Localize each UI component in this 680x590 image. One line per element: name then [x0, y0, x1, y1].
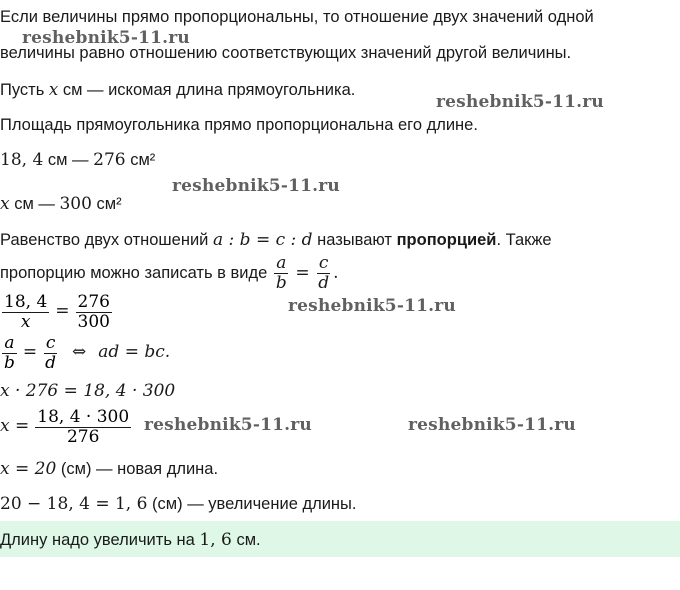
eq1-rhs [76, 293, 112, 332]
eq1-rhs-num: 276 [77, 292, 110, 312]
eq3-lhs: x = [0, 416, 30, 437]
rule-frac-1-den: b [4, 353, 15, 373]
proportion-rule [0, 334, 170, 373]
watermark: reshebnik5-11.ru [172, 176, 340, 196]
proportion-text-1: Равенство двух отношений [0, 231, 209, 249]
rule-frac-1-num: a [4, 333, 15, 353]
proportion-term: пропорцией [396, 231, 497, 249]
answer-value: 1, 6 [199, 530, 232, 550]
eq4-math: x = 20 [0, 459, 57, 479]
eq5-math: 20 − 18, 4 = 1, 6 [0, 494, 148, 514]
fraction-c-d-den: d [318, 273, 330, 293]
rule-arrow: ⇔ [72, 342, 87, 363]
watermark: reshebnik5-11.ru [144, 415, 312, 435]
rule-eq: = [22, 342, 38, 363]
equation-5 [0, 494, 356, 514]
data2-a-unit: см — [14, 195, 55, 213]
watermark: reshebnik5-11.ru [22, 28, 190, 48]
eq1-lhs-den: x [20, 312, 31, 332]
data2-b-unit: см² [96, 195, 122, 213]
eq1-rhs-den: 300 [77, 312, 110, 332]
data1-b-unit: см² [130, 151, 156, 169]
fraction-c-d-num: c [318, 253, 329, 273]
let-line [0, 80, 355, 100]
proportion-formula: a : b = c : d [212, 230, 313, 250]
proportion-text-4: пропорцию можно записать в виде [0, 263, 268, 282]
proportion-text-2: называют [317, 231, 392, 249]
eq1-eq: = [55, 301, 70, 322]
fraction-a-b-num: a [276, 253, 287, 273]
rule-frac-2-num: c [45, 333, 56, 353]
let-prefix: Пусть [0, 81, 45, 99]
rule-result: ad = bc. [98, 342, 171, 363]
equation-3 [0, 408, 133, 447]
eq3-frac [35, 408, 131, 447]
eq4-text: (см) — новая длина. [60, 460, 219, 478]
equation-2: x · 276 = 18, 4 · 300 [0, 381, 176, 401]
data2-b: 300 [59, 194, 92, 214]
proportion-def-line-1 [0, 230, 552, 250]
equation-1 [0, 293, 114, 332]
proportion-text-3: . Также [496, 231, 552, 249]
answer-line [0, 530, 261, 550]
equation-4 [0, 459, 218, 479]
data1-b: 276 [93, 150, 126, 170]
data-row-1 [0, 150, 155, 170]
fraction-c-d [316, 254, 331, 293]
proportion-end: . [333, 262, 339, 283]
data1-a: 18, 4 [0, 150, 44, 170]
eq3-den: 276 [66, 427, 100, 447]
watermark: reshebnik5-11.ru [436, 92, 604, 112]
rule-frac-1 [2, 334, 17, 373]
eq1-lhs-num: 18, 4 [4, 292, 48, 312]
let-suffix: см — искомая длина прямоугольника. [62, 81, 356, 99]
eq1-lhs [2, 293, 49, 332]
data1-a-unit: см — [47, 151, 89, 169]
eq3-num: 18, 4 · 300 [37, 407, 130, 427]
watermark: reshebnik5-11.ru [408, 415, 576, 435]
fraction-a-b [274, 254, 289, 293]
proportion-eq: = [295, 262, 310, 283]
let-var: x [48, 80, 59, 99]
answer-text: Длину надо увеличить на [0, 531, 195, 549]
data2-a: x [0, 194, 10, 214]
eq5-text: (см) — увеличение длины. [152, 495, 357, 513]
rule-frac-2 [43, 334, 58, 373]
statement-line: Площадь прямоугольника прямо пропорциональна его длине. [0, 116, 478, 134]
proportion-def-line-2 [0, 254, 339, 293]
intro-line-2: величины равно отношению соответствующих значений другой величины. [0, 44, 572, 62]
fraction-a-b-den: b [275, 273, 287, 293]
data-row-2 [0, 194, 122, 214]
rule-frac-2-den: d [45, 353, 57, 373]
intro-line-1: Если величины прямо пропорциональны, то отношение двух значений одной [0, 8, 594, 26]
watermark: reshebnik5-11.ru [288, 296, 456, 316]
answer-unit: см. [236, 531, 261, 549]
